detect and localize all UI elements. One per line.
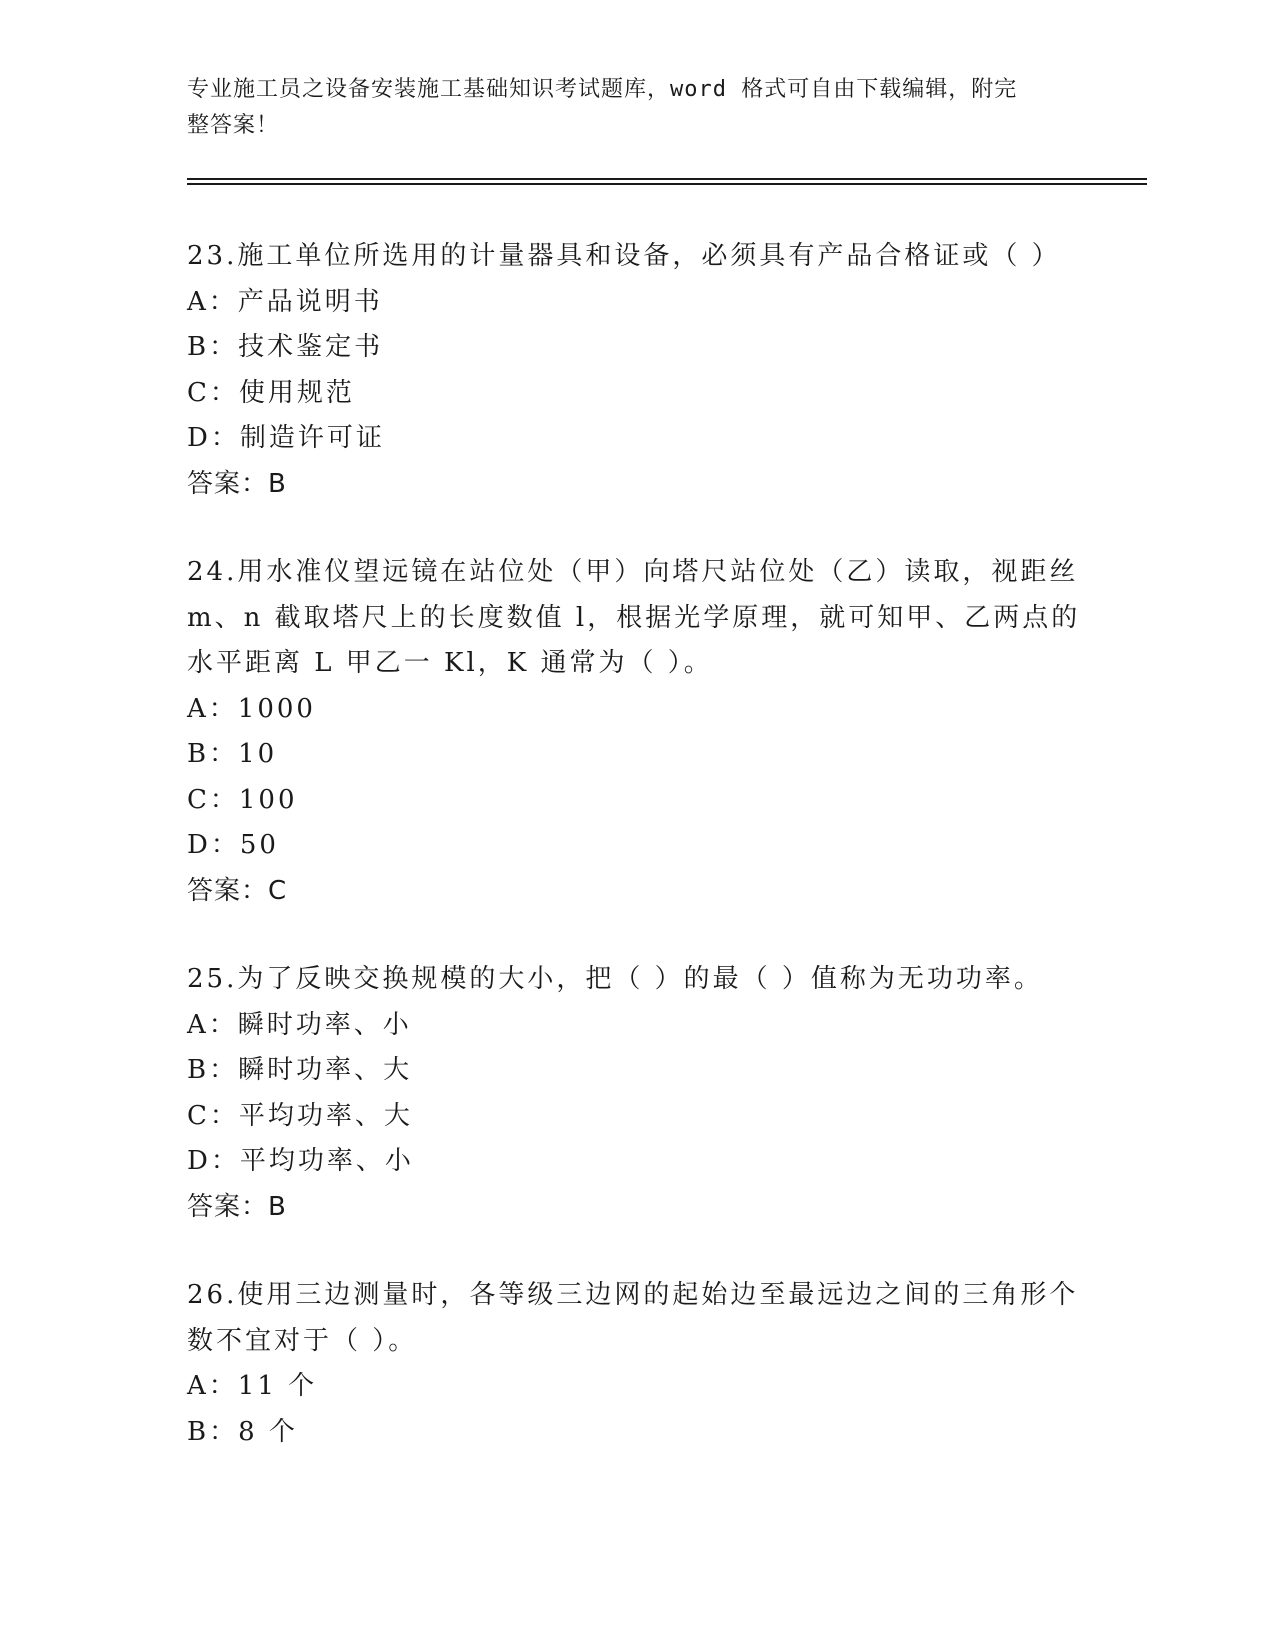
header-line-1: 专业施工员之设备安装施工基础知识考试题库，word 格式可自由下载编辑，附完	[187, 77, 1018, 102]
question-24	[187, 550, 1087, 914]
question-stem	[187, 1273, 1087, 1364]
option-d: D：50	[187, 830, 279, 860]
option-b: B：8 个	[187, 1416, 298, 1447]
option-d: D：制造许可证	[187, 423, 385, 453]
option-a: A：瞬时功率、小	[187, 1009, 412, 1040]
question-list	[187, 234, 1087, 1498]
answer-label: 答案：C	[187, 875, 288, 906]
header-divider-bottom	[187, 183, 1147, 185]
answer-label: 答案：B	[187, 1191, 287, 1222]
option-a: A：11 个	[187, 1371, 318, 1401]
question-25	[187, 957, 1087, 1230]
question-stem	[187, 957, 1087, 1003]
question-stem-line: 25.为了反映交换规模的大小，把（ ）的最（ ）值称为无功功率。	[187, 964, 1043, 994]
question-26	[187, 1273, 1087, 1455]
option-c: C：100	[187, 784, 298, 815]
option-a: A：1000	[187, 693, 316, 724]
option-c: C：平均功率、大	[187, 1100, 413, 1131]
question-stem	[187, 234, 1087, 280]
question-23	[187, 234, 1087, 507]
answer-label: 答案：B	[187, 468, 287, 499]
option-b: B：技术鉴定书	[187, 332, 384, 362]
option-d: D：平均功率、小	[187, 1146, 414, 1176]
option-b: B：瞬时功率、大	[187, 1055, 413, 1085]
option-b: B：10	[187, 739, 278, 769]
header-line-2: 整答案！	[187, 113, 280, 138]
document-header	[187, 72, 1067, 144]
question-stem-line: 水平距离 L 甲乙一 Kl，K 通常为（ ）。	[187, 648, 713, 678]
header-divider-top	[187, 178, 1147, 180]
question-stem-line: 23.施工单位所选用的计量器具和设备，必须具有产品合格证或（ ）	[187, 241, 1061, 271]
question-stem	[187, 550, 1087, 687]
option-a: A：产品说明书	[187, 286, 383, 317]
question-stem-line: 26.使用三边测量时，各等级三边网的起始边至最远边之间的三角形个	[187, 1280, 1079, 1310]
question-stem-line: 数不宜对于（ ）。	[187, 1325, 418, 1356]
question-stem-line: 24.用水准仪望远镜在站位处（甲）向塔尺站位处（乙）读取，视距丝	[187, 557, 1079, 587]
question-stem-line: m、n 截取塔尺上的长度数值 l，根据光学原理，就可知甲、乙两点的	[187, 602, 1081, 633]
option-c: C：使用规范	[187, 377, 355, 408]
